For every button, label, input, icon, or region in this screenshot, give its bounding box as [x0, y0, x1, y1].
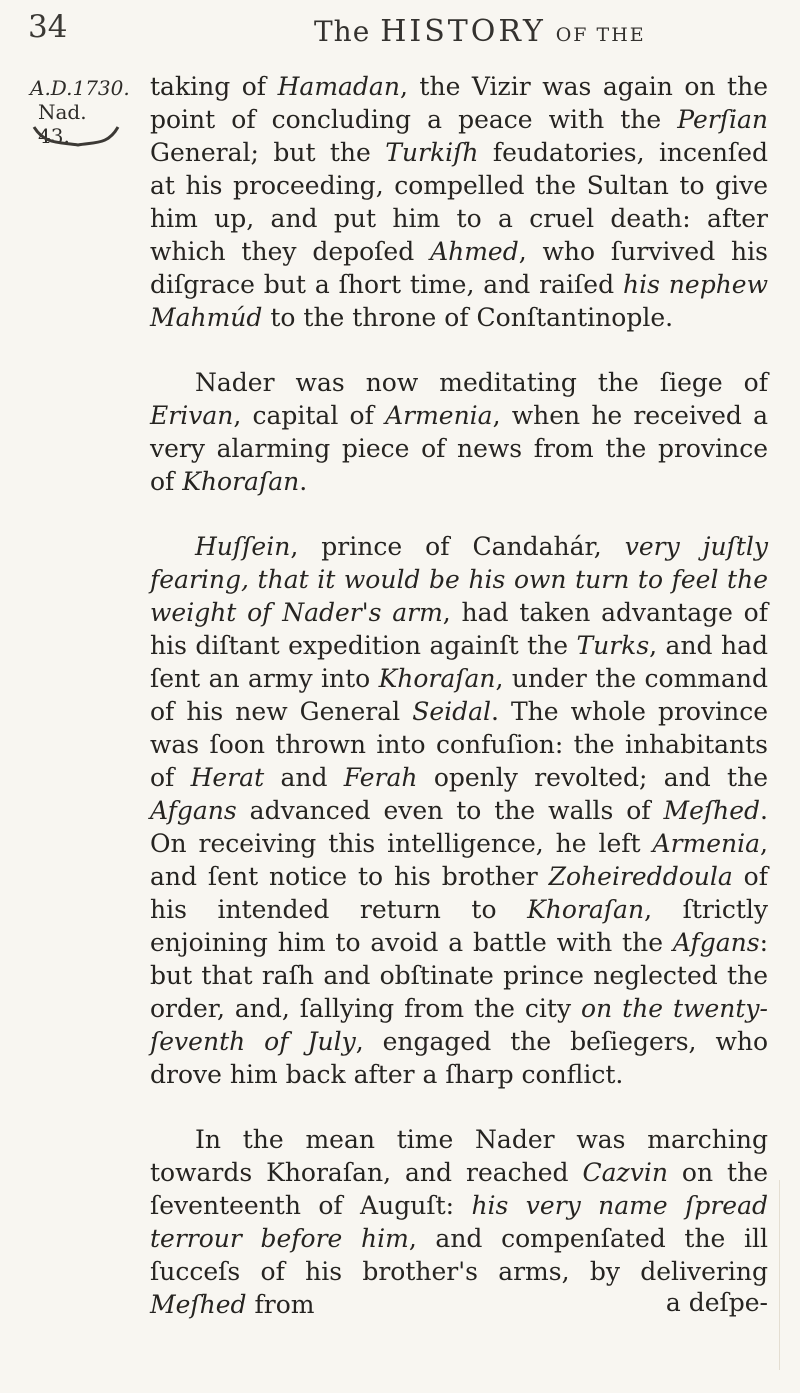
text-segment: on the ſeventeenth of Auguſt: [150, 1158, 768, 1220]
paragraph-1 [150, 70, 768, 334]
text-segment: to the throne of Conſtantinople. [262, 303, 674, 332]
text-segment: , the Vizir was again on the point of concluding a peace with the [150, 72, 768, 134]
text-segment: Nader was now meditating the ſiege of [195, 368, 768, 397]
text-segment: In the mean time Nader was marching towards Khoraſan, and reached [150, 1125, 768, 1187]
italic-text-segment: Zoheireddoula [548, 862, 733, 891]
running-head-of-the: OF THE [555, 24, 646, 46]
italic-text-segment: Khoraſan [182, 467, 300, 496]
italic-text-segment: on the twenty-ſeventh of July [150, 994, 768, 1056]
text-segment: from [246, 1290, 315, 1319]
text-segment: : but that raſh and obſtinate prince neglected the order, and, ſallying from the city [150, 928, 768, 1023]
italic-text-segment: Herat [190, 763, 265, 792]
italic-text-segment: Hamadan [277, 72, 400, 101]
italic-text-segment: his very name ſpread terrour before him [150, 1191, 768, 1253]
italic-text-segment: very juſtly fearing, that it would be his own turn to feel the weight of Nader's arm [150, 532, 768, 627]
text-segment: . The whole province was ſoon thrown into confuſion: the inhabitants of [150, 697, 768, 792]
text-segment: , and compenſated the ill ſucceſs of his brother's arms, by delivering [150, 1224, 768, 1286]
text-segment: , who ſurvived his diſgrace but a ſhort time, and raiſed [150, 237, 768, 299]
italic-text-segment: Ferah [343, 763, 418, 792]
italic-text-segment: Meſhed [150, 1290, 247, 1319]
text-segment: . [299, 467, 308, 496]
paragraph-3 [150, 530, 768, 1091]
catchword: a deſpe- [665, 1288, 768, 1317]
running-head-first-word: The [314, 15, 371, 48]
text-segment: . On receiving this intelligence, he left [150, 796, 768, 858]
italic-text-segment: Seidal [412, 697, 492, 726]
text-segment: , and had ſent an army into [150, 631, 768, 693]
body-text [150, 70, 768, 1321]
italic-text-segment: Perſian [677, 105, 768, 134]
text-segment: , engaged the beſiegers, who drove him back after a ſharp conflict. [150, 1027, 768, 1089]
running-head-history: HISTORY [380, 14, 546, 49]
italic-text-segment: Afgans [150, 796, 237, 825]
text-segment: , when he received a very alarming piece of news from the province of [150, 401, 769, 496]
text-segment: openly revolted; and the [417, 763, 768, 792]
margin-note [30, 76, 130, 148]
italic-text-segment: Khoraſan [378, 664, 496, 693]
text-segment: , prince of Candahár, [290, 532, 625, 561]
paragraph-2 [150, 366, 768, 498]
running-head [314, 14, 646, 49]
italic-text-segment: Afgans [672, 928, 760, 957]
text-segment: , and ſent notice to his brother [150, 829, 768, 891]
text-segment: , capital of [233, 401, 386, 430]
italic-text-segment: Turkiſh [385, 138, 479, 167]
italic-text-segment: Khoraſan [527, 895, 645, 924]
italic-text-segment: Cazvin [582, 1158, 668, 1187]
italic-text-segment: his nephew Mahmúd [150, 270, 768, 332]
italic-text-segment: Turks [576, 631, 650, 660]
italic-text-segment: Armenia [385, 401, 493, 430]
margin-reign: Nad. 43. [38, 100, 87, 148]
italic-text-segment: Erivan [150, 401, 234, 430]
italic-text-segment: Armenia [652, 829, 761, 858]
italic-text-segment: Meſhed [663, 796, 761, 825]
page-number: 34 [28, 9, 68, 45]
text-segment: and [264, 763, 344, 792]
text-segment: General; but the [150, 138, 386, 167]
page-edge-stain [779, 1180, 796, 1370]
margin-date: A.D.1730. [30, 76, 130, 100]
text-segment: advanced even to the walls of [236, 796, 664, 825]
text-segment: taking of [150, 72, 278, 101]
italic-text-segment: Huſſein [195, 532, 291, 561]
text-segment: feudatories, incenſed at his proceeding, compelled the Sultan to give him up, and put him to a cruel death: after which they depoſed [150, 138, 768, 266]
text-segment: , ſtrictly enjoining him to avoid a battle with the [150, 895, 768, 957]
text-segment: , under the command of his new General [150, 664, 768, 726]
text-segment: , had taken advantage of his diſtant expedition againſt the [150, 598, 768, 660]
text-segment: of his intended return to [150, 862, 768, 924]
italic-text-segment: Ahmed [430, 237, 519, 266]
